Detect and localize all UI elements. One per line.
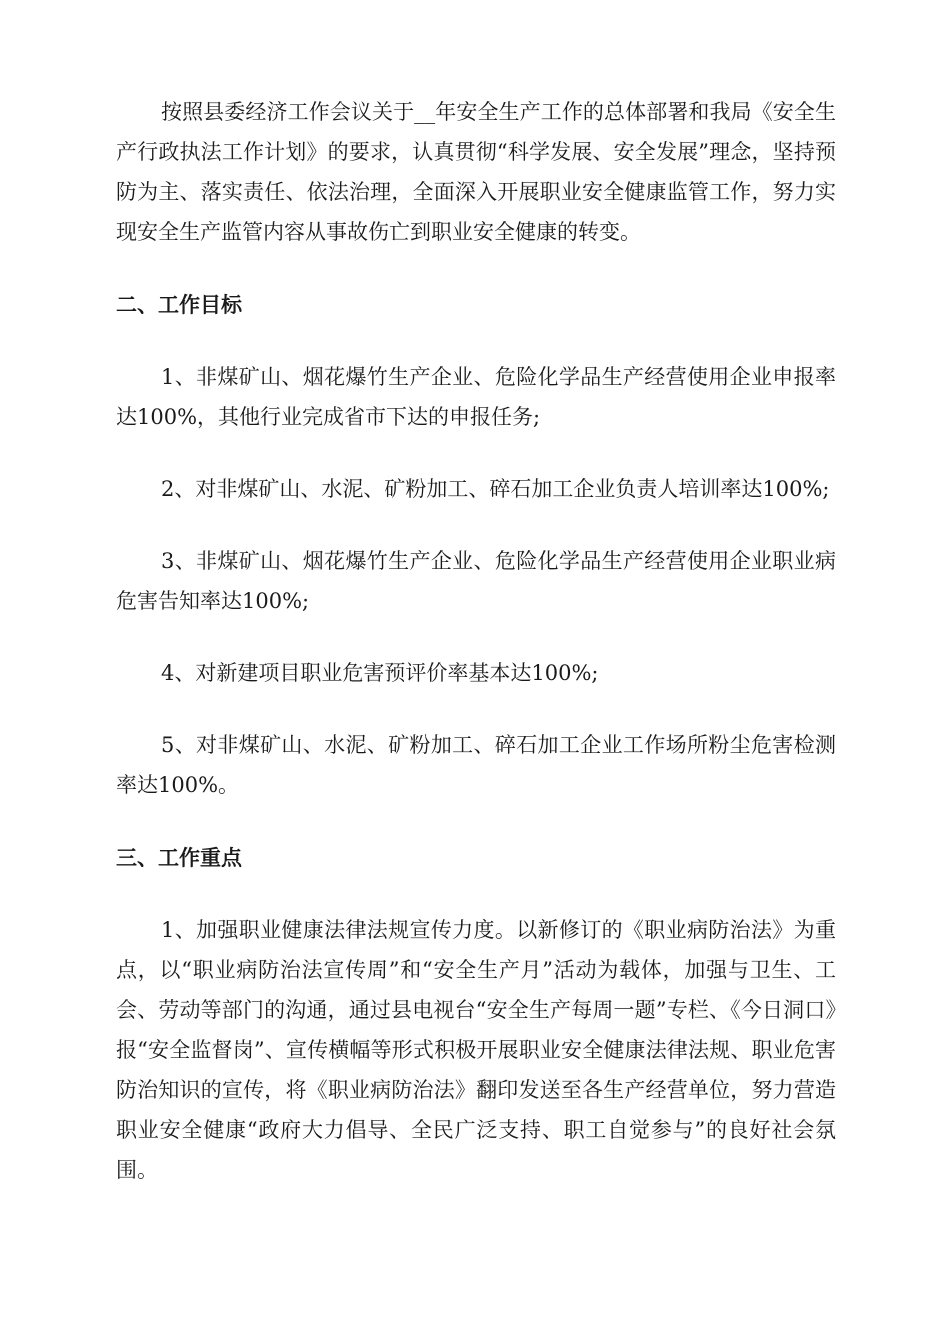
goal-item-4: 4、对新建项目职业危害预评价率基本达100%; — [161, 661, 599, 685]
spacer — [116, 325, 836, 357]
spacer — [116, 805, 836, 838]
goal-item-2: 2、对非煤矿山、水泥、矿粉加工、碎石加工企业负责人培训率达100%; — [161, 477, 830, 501]
goal-item-5: 5、对非煤矿山、水泥、矿粉加工、碎石加工企业工作场所粉尘危害检测率达100%。 — [116, 733, 836, 797]
section-heading-goals: 二、工作目标 — [116, 293, 242, 317]
goal-item-1: 1、非煤矿山、烟花爆竹生产企业、危险化学品生产经营使用企业申报率达100%，其他行业完成省市下达的申报任务; — [116, 365, 836, 429]
spacer — [116, 437, 836, 469]
spacer — [116, 621, 836, 653]
intro-paragraph: 按照县委经济工作会议关于__年安全生产工作的总体部署和我局《安全生产行政执法工作计划》的要求，认真贯彻“科学发展、安全发展”理念，坚持预防为主、落实责任、依法治理，全面深入开展职业安全健康监管工作，努力实现安全生产监管内容从事故伤亡到职业安全健康的转变。 — [116, 100, 836, 244]
section-heading-priorities: 三、工作重点 — [116, 846, 242, 870]
priority-item-1: 1、加强职业健康法律法规宣传力度。以新修订的《职业病防治法》为重点，以“职业病防治法宣传周”和“安全生产月”活动为载体，加强与卫生、工会、劳动等部门的沟通，通过县电视台“安全生产每周一题”专栏、《今日洞口》报“安全监督岗”、宣传横幅等形式积极开展职业安全健康法律法规、职业危害防治知识的宣传，将《职业病防治法》翻印发送至各生产经营单位，努力营造职业安全健康“政府大力倡导、全民广泛支持、职工自觉参与”的良好社会氛围。 — [116, 918, 836, 1182]
spacer — [116, 509, 836, 541]
spacer — [116, 693, 836, 725]
spacer — [116, 878, 836, 910]
goal-item-3: 3、非煤矿山、烟花爆竹生产企业、危险化学品生产经营使用企业职业病危害告知率达100%; — [116, 549, 836, 613]
document-body — [116, 92, 836, 1190]
spacer — [116, 252, 836, 285]
